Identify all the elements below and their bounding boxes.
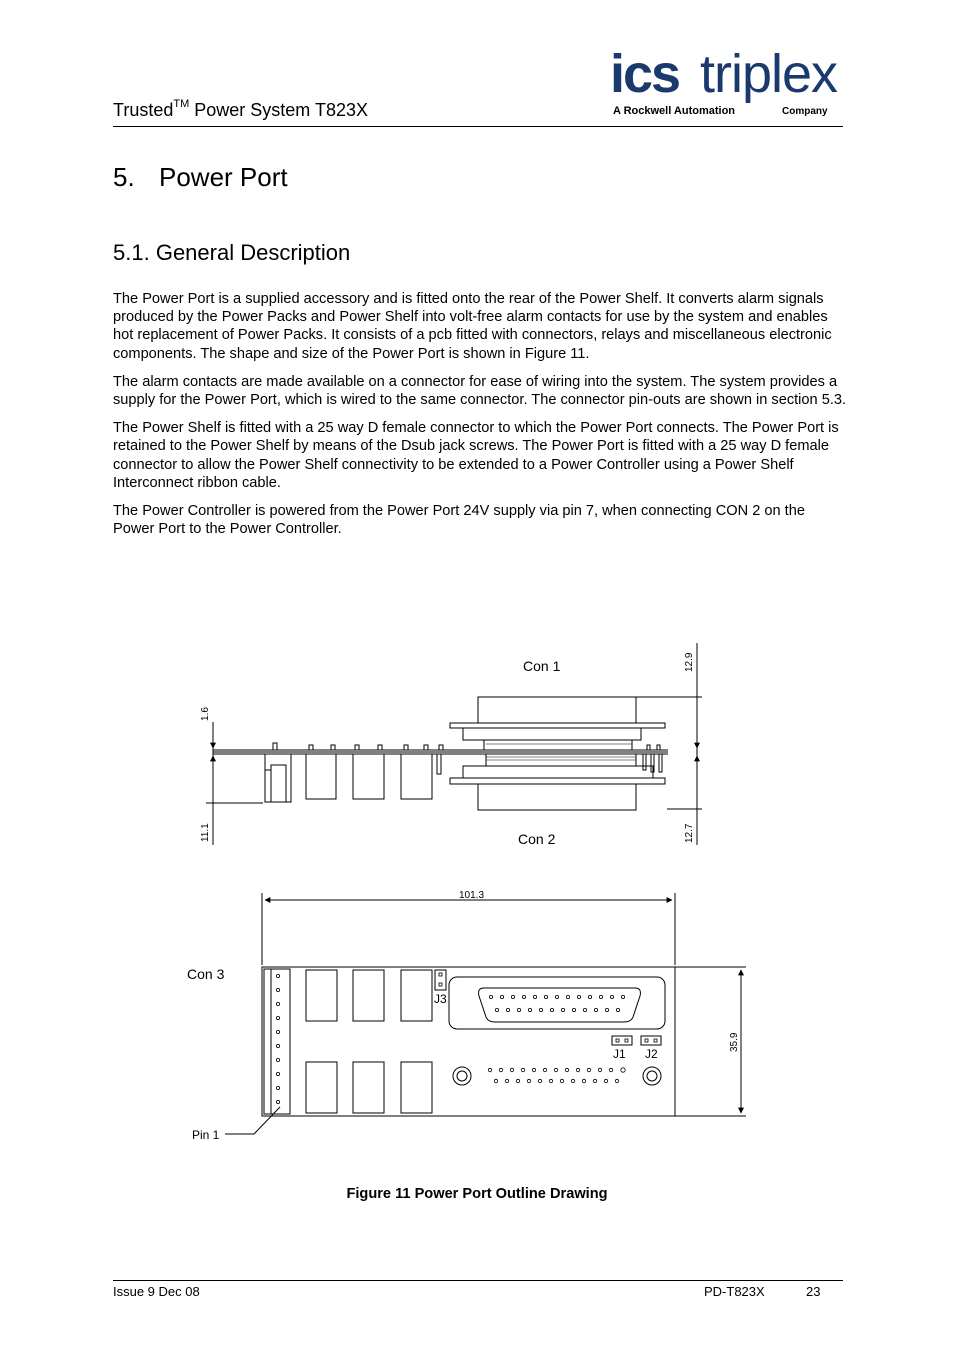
- section-heading: [113, 162, 288, 193]
- dim-1-6: 1.6: [200, 707, 211, 721]
- footer-doc-id: PD-T823X: [704, 1284, 765, 1299]
- subsection-title: General Description: [155, 240, 351, 265]
- section-number: 5.: [113, 162, 135, 192]
- paragraph: The Power Shelf is fitted with a 25 way D female connector to which the Power Port connects. The Power Port is retained to the Power Shelf by means of the Dsub jack screws. The Power Port is fitted with a 25 way D female connector to allow the Power Shelf connectivity to be extended to a Power Controller using a Power Shelf Interconnect ribbon cable.: [113, 420, 839, 491]
- dim-12-9: 12.9: [684, 652, 695, 672]
- section-title: Power Port: [159, 162, 288, 192]
- footer-page-number: 23: [806, 1284, 821, 1299]
- label-j2: J2: [645, 1047, 658, 1061]
- subsection-heading: [113, 240, 350, 266]
- header-rule: [113, 126, 843, 127]
- header-title-pre: Trusted: [113, 100, 174, 120]
- dim-101-3: 101.3: [459, 890, 485, 901]
- figure-caption: Figure 11 Power Port Outline Drawing: [346, 1186, 608, 1202]
- logo-ics: ics: [610, 44, 680, 104]
- footer-rule: [113, 1280, 843, 1281]
- footer-issue: Issue 9 Dec 08: [113, 1284, 200, 1299]
- label-j1: J1: [613, 1047, 626, 1061]
- ics-triplex-logo: [610, 44, 845, 119]
- label-pin1: Pin 1: [192, 1128, 220, 1142]
- logo-tagline-rest: Company: [782, 106, 828, 117]
- label-j3: J3: [434, 992, 447, 1006]
- header-title-post: Power System T823X: [189, 100, 368, 120]
- label-con3: Con 3: [187, 966, 225, 982]
- label-con2: Con 2: [518, 831, 556, 847]
- subsection-number: 5.1.: [113, 240, 150, 265]
- dim-11-1: 11.1: [200, 823, 211, 842]
- logo-triplex: triplex: [700, 44, 838, 104]
- power-port-outline-drawing: [160, 630, 760, 1150]
- paragraph: The Power Port is a supplied accessory and is fitted onto the rear of the Power Shelf. It converts alarm signals produced by the Power Packs and Power Shelf into volt-free alarm contacts for use by the system and enables hot replacement of Power Packs. It consists of a pcb fitted with connectors, relays and miscellaneous electronic components. The shape and size of the Power Port is shown in Figure 11.: [113, 291, 832, 362]
- body-text: [113, 290, 848, 548]
- logo-tagline-bold: A Rockwell Automation: [613, 105, 736, 117]
- dim-35-9: 35.9: [729, 1032, 740, 1052]
- header-title: [113, 100, 368, 121]
- label-con1: Con 1: [523, 658, 561, 674]
- trademark-sup: TM: [173, 98, 190, 110]
- dim-12-7: 12.7: [684, 823, 695, 843]
- paragraph: The Power Controller is powered from the Power Port 24V supply via pin 7, when connecting CON 2 on the Power Port to the Power Controller.: [113, 503, 805, 538]
- paragraph: The alarm contacts are made available on a connector for ease of wiring into the system. The system provides a supply for the Power Port, which is wired to the same connector. The connector pin-outs are shown in section 5.3.: [113, 373, 847, 409]
